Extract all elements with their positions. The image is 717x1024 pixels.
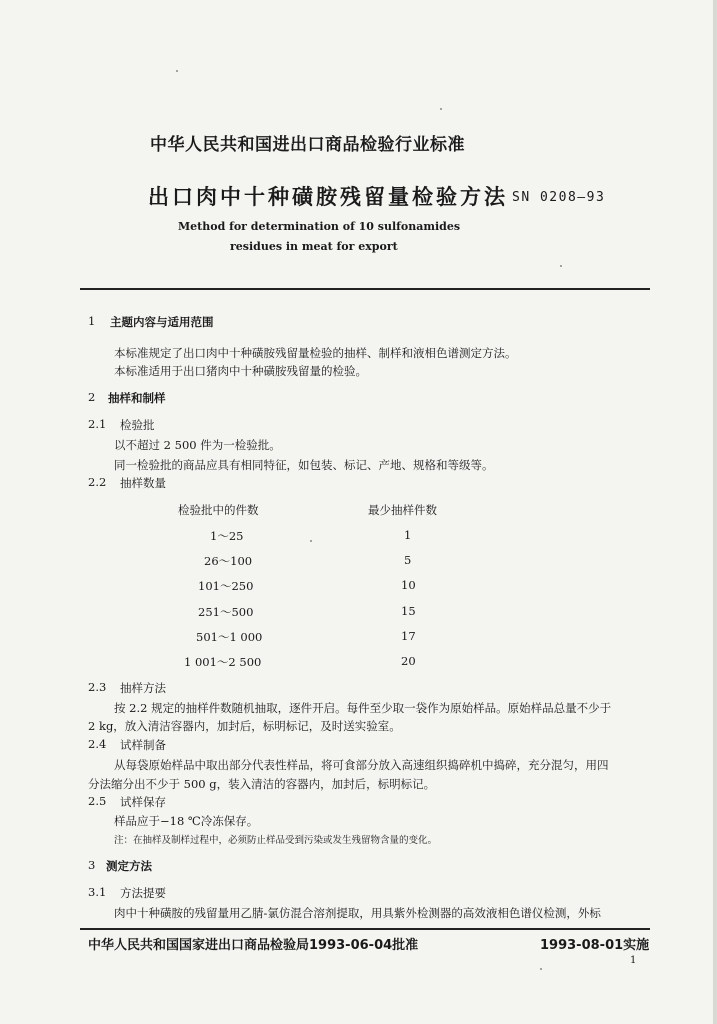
section-1-para-1: 本标准规定了出口肉中十种磺胺残留量检验的抽样、制样和液相色谱测定方法。 bbox=[114, 346, 517, 360]
scan-speck bbox=[440, 108, 442, 110]
document-title-cn: 出口肉中十种磺胺残留量检验方法 bbox=[148, 185, 508, 209]
section-2-5-note: 注：在抽样及制样过程中，必须防止样品受到污染或发生残留物含量的变化。 bbox=[114, 835, 438, 846]
section-2-2-title: 抽样数量 bbox=[120, 476, 166, 490]
effective-date: 1993-08-01实施 bbox=[540, 938, 650, 953]
section-3-title: 测定方法 bbox=[106, 859, 152, 873]
table-cell-lot-size: 101～250 bbox=[198, 579, 254, 593]
section-3-1-number: 3.1 bbox=[88, 885, 107, 899]
section-3-number: 3 bbox=[88, 858, 96, 872]
scan-speck bbox=[310, 540, 312, 542]
document-title-en-line2: residues in meat for export bbox=[230, 240, 398, 253]
table-header-lot-size: 检验批中的件数 bbox=[178, 503, 259, 517]
header-rule bbox=[80, 288, 650, 290]
table-cell-min-samples: 10 bbox=[401, 578, 416, 592]
approval-line: 中华人民共和国国家进出口商品检验局1993-06-04批准 bbox=[88, 938, 419, 953]
section-2-3-title: 抽样方法 bbox=[120, 681, 166, 695]
section-2-4-para-1: 从每袋原始样品中取出部分代表性样品，将可食部分放入高速组织捣碎机中捣碎，充分混匀，用四 bbox=[114, 758, 609, 772]
section-2-3-number: 2.3 bbox=[88, 680, 107, 694]
section-3-1-title: 方法提要 bbox=[120, 886, 166, 900]
standard-category: 中华人民共和国进出口商品检验行业标准 bbox=[150, 135, 465, 155]
table-cell-lot-size: 1 001～2 500 bbox=[184, 655, 262, 669]
scan-speck bbox=[540, 968, 542, 970]
scan-edge bbox=[713, 0, 717, 1024]
section-2-number: 2 bbox=[88, 390, 96, 404]
section-2-1-number: 2.1 bbox=[88, 417, 107, 431]
table-cell-lot-size: 1～25 bbox=[210, 529, 244, 543]
table-cell-min-samples: 5 bbox=[404, 553, 412, 567]
section-1-para-2: 本标准适用于出口猪肉中十种磺胺残留量的检验。 bbox=[114, 364, 367, 378]
section-2-5-title: 试样保存 bbox=[120, 795, 166, 809]
footer-rule bbox=[80, 928, 650, 930]
scan-speck bbox=[176, 70, 178, 72]
section-2-2-number: 2.2 bbox=[88, 475, 107, 489]
section-2-5-number: 2.5 bbox=[88, 794, 107, 808]
table-cell-min-samples: 1 bbox=[404, 528, 412, 542]
table-cell-lot-size: 501～1 000 bbox=[196, 630, 263, 644]
table-cell-min-samples: 20 bbox=[401, 654, 416, 668]
page-number: 1 bbox=[630, 955, 637, 966]
section-2-1-para-2: 同一检验批的商品应具有相同特征，如包装、标记、产地、规格和等级等。 bbox=[114, 458, 494, 472]
section-2-4-title: 试样制备 bbox=[120, 738, 166, 752]
table-cell-lot-size: 251～500 bbox=[198, 605, 254, 619]
table-cell-min-samples: 17 bbox=[401, 629, 416, 643]
table-cell-lot-size: 26～100 bbox=[204, 554, 253, 568]
document-title-en-line1: Method for determination of 10 sulfonamides bbox=[178, 220, 461, 233]
section-2-5-para-1: 样品应于−18 ℃冷冻保存。 bbox=[114, 814, 259, 828]
table-header-min-samples: 最少抽样件数 bbox=[368, 503, 437, 517]
scan-speck bbox=[560, 265, 562, 267]
section-2-title: 抽样和制样 bbox=[108, 391, 166, 405]
section-2-4-number: 2.4 bbox=[88, 737, 107, 751]
section-2-3-para-1: 按 2.2 规定的抽样件数随机抽取，逐件开启。每件至少取一袋作为原始样品。原始样品总量不少于 bbox=[114, 701, 612, 715]
section-1-number: 1 bbox=[88, 314, 96, 328]
section-2-4-para-2: 分法缩分出不少于 500 g，装入清洁的容器内，加封后，标明标记。 bbox=[88, 777, 436, 791]
section-2-1-title: 检验批 bbox=[120, 418, 155, 432]
table-cell-min-samples: 15 bbox=[401, 604, 416, 618]
standard-code: SN 0208—93 bbox=[512, 190, 606, 205]
section-3-1-para-1: 肉中十种磺胺的残留量用乙腈-氯仿混合溶剂提取，用具紫外检测器的高效液相色谱仪检测，外标 bbox=[114, 906, 601, 920]
section-1-title: 主题内容与适用范围 bbox=[110, 315, 214, 329]
section-2-3-para-2: 2 kg，放入清洁容器内，加封后，标明标记，及时送实验室。 bbox=[88, 719, 401, 733]
section-2-1-para-1: 以不超过 2 500 件为一检验批。 bbox=[114, 438, 281, 452]
